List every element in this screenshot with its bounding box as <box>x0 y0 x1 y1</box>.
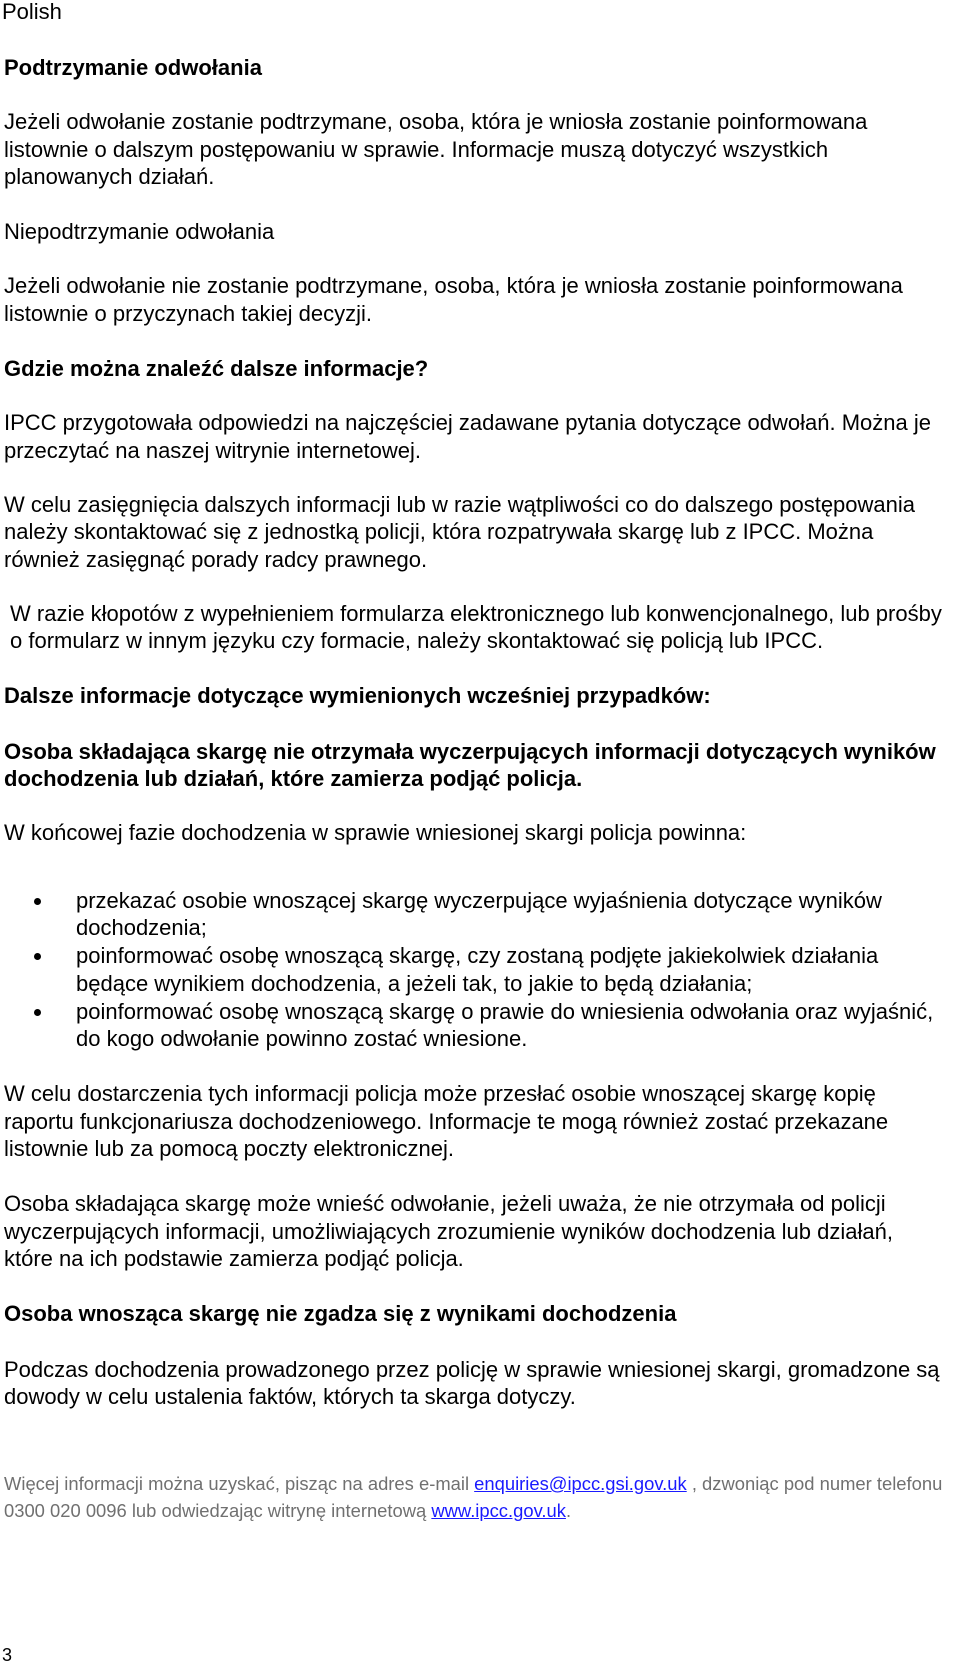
heading-not-informed: Osoba składająca skargę nie otrzymała wyczerpujących informacji dotyczących wyników dochodzenia lub działań, które zamierza podjąć policja. <box>4 738 936 792</box>
paragraph-contact: W celu zasięgnięcia dalszych informacji lub w razie wątpliwości co do dalszego postępowania należy skontaktować się z jednostką policji, która rozpatrywała skargę lub z IPCC. Można również zasięgnąć porady radcy prawnego. <box>4 491 916 572</box>
paragraph-final-phase: W końcowej fazie dochodzenia w sprawie wniesionej skargi policja powinna: <box>4 820 747 846</box>
bullet-list <box>4 887 944 1053</box>
heading-appeal-not-upheld: Niepodtrzymanie odwołania <box>4 219 275 245</box>
list-item <box>4 942 944 997</box>
website-link[interactable]: www.ipcc.gov.uk <box>431 1500 566 1521</box>
list-item <box>4 998 944 1053</box>
bullet-icon <box>34 1009 41 1016</box>
footer-text-1: Więcej informacji można uzyskać, pisząc na adres e-mail <box>4 1473 475 1494</box>
paragraph-may-appeal: Osoba składająca skargę może wnieść odwołanie, jeżeli uważa, że nie otrzymała od policji wyczerpujących informacji, umożliwiających zrozumienie wyników dochodzenia lub działań, które na ich podstawie zamierza podjąć policja. <box>4 1191 893 1271</box>
language-label: Polish <box>2 0 62 24</box>
page-number: 3 <box>2 1645 13 1665</box>
paragraph-forms: W razie kłopotów z wypełnieniem formularza elektronicznego lub konwencjonalnego, lub prośby o formularz w innym języku czy formacie, należy skontaktować się policją lub IPCC. <box>10 600 942 654</box>
paragraph-evidence: Podczas dochodzenia prowadzonego przez policję w sprawie wniesionej skargi, gromadzone są dowody w celu ustalenia faktów, których ta skarga dotyczy. <box>4 1356 940 1409</box>
heading-more-information: Gdzie można znaleźć dalsze informacje? <box>4 356 429 382</box>
bullet-icon <box>34 953 41 960</box>
list-item-text: poinformować osobę wnoszącą skargę o prawie do wniesienia odwołania oraz wyjaśnić, do kogo odwołanie powinno zostać wniesione. <box>76 998 934 1052</box>
document-body <box>4 54 944 1410</box>
footer-end: . <box>565 1500 572 1521</box>
heading-disagrees: Osoba wnosząca skargę nie zgadza się z wynikami dochodzenia <box>4 1301 677 1327</box>
heading-appeal-upheld: Podtrzymanie odwołania <box>4 55 262 80</box>
bullet-icon <box>34 898 41 905</box>
list-item-text: poinformować osobę wnoszącą skargę, czy zostaną podjęte jakiekolwiek działania będące wynikiem dochodzenia, a jeżeli tak, to jakie to będą działania; <box>76 943 879 996</box>
footer <box>4 1470 954 1524</box>
paragraph-ipcc-faq: IPCC przygotowała odpowiedzi na najczęściej zadawane pytania dotyczące odwołań. Można je przeczytać na naszej witrynie internetowej. <box>4 410 931 463</box>
paragraph-appeal-upheld: Jeżeli odwołanie zostanie podtrzymane, osoba, która je wniosła zostanie poinformowana listownie o dalszym postępowaniu w sprawie. Informacje muszą dotyczyć wszystkich planowanych działań. <box>4 109 868 189</box>
heading-further-cases: Dalsze informacje dotyczące wymienionych wcześniej przypadków: <box>4 683 711 709</box>
paragraph-appeal-not-upheld: Jeżeli odwołanie nie zostanie podtrzymane, osoba, która je wniosła zostanie poinformowana listownie o przyczynach takiej decyzji. <box>4 273 903 326</box>
paragraph-report-copy: W celu dostarczenia tych informacji policja może przesłać osobie wnoszącej skargę kopię raportu funkcjonariusza dochodzeniowego. Informacje te mogą również zostać przekazane listownie lub za pomocą poczty elektronicznej. <box>4 1081 889 1162</box>
footer-text-2: , dzwoniąc pod numer telefonu 0300 020 0096 lub odwiedzając witrynę internetową <box>4 1473 943 1521</box>
email-link[interactable]: enquiries@ipcc.gsi.gov.uk <box>474 1473 687 1494</box>
list-item-text: przekazać osobie wnoszącej skargę wyczerpujące wyjaśnienia dotyczące wyników dochodzenia; <box>76 887 882 940</box>
list-item <box>4 887 944 942</box>
